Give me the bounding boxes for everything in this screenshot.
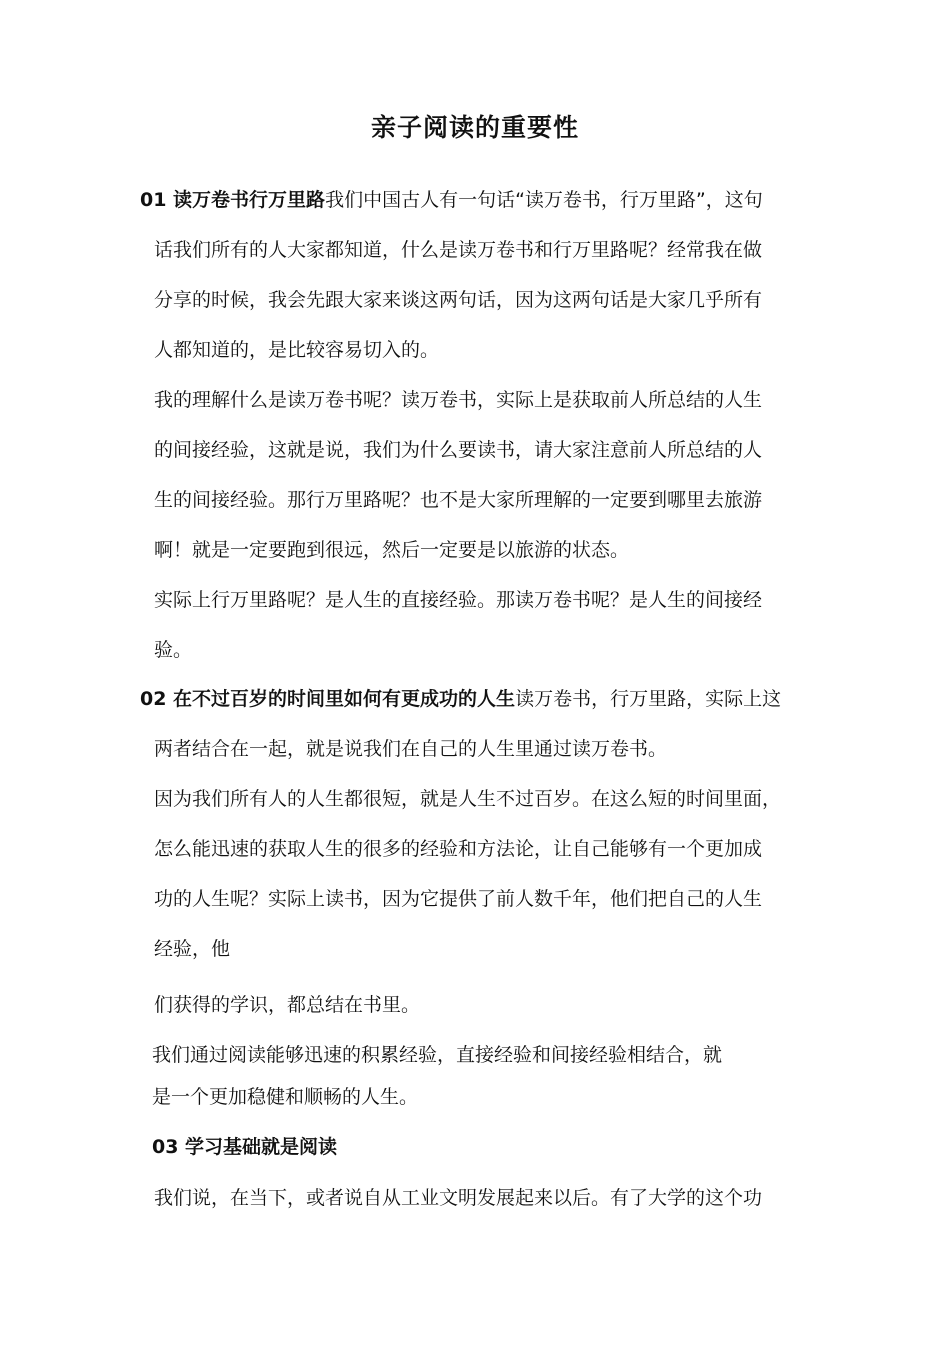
paragraph-line [140, 685, 781, 713]
paragraph-line: 我们通过阅读能够迅速的积累经验，直接经验和间接经验相结合，就 [152, 1044, 723, 1066]
section-heading: 03 学习基础就是阅读 [152, 1136, 338, 1158]
paragraph-line: 人都知道的，是比较容易切入的。 [154, 339, 440, 361]
paragraph-line: 怎么能迅速的获取人生的很多的经验和方法论，让自己能够有一个更加成 [154, 838, 763, 860]
paragraph-line: 两者结合在一起，就是说我们在自己的人生里通过读万卷书。 [154, 738, 668, 760]
paragraph-line: 我的理解什么是读万卷书呢？读万卷书，实际上是获取前人所总结的人生 [154, 389, 763, 411]
paragraph-line: 我们说，在当下，或者说自从工业文明发展起来以后。有了大学的这个功 [154, 1187, 763, 1209]
paragraph-line: 经验，他 [154, 938, 231, 960]
paragraph-line: 们获得的学识，都总结在书里。 [154, 994, 421, 1016]
paragraph-line: 啊！就是一定要跑到很远，然后一定要是以旅游的状态。 [154, 539, 630, 561]
paragraph-line: 分享的时候，我会先跟大家来谈这两句话，因为这两句话是大家几乎所有 [154, 289, 763, 311]
page-title: 亲子阅读的重要性 [370, 113, 579, 142]
paragraph-line: 生的间接经验。那行万里路呢？也不是大家所理解的一定要到哪里去旅游 [154, 489, 763, 511]
paragraph-line: 的间接经验，这就是说，我们为什么要读书，请大家注意前人所总结的人 [154, 439, 763, 461]
section-heading: 02 在不过百岁的时间里如何有更成功的人生 [140, 688, 516, 710]
paragraph-line: 话我们所有的人大家都知道，什么是读万卷书和行万里路呢？经常我在做 [154, 239, 763, 261]
paragraph-line: 验。 [154, 639, 193, 661]
paragraph-line: 功的人生呢？实际上读书，因为它提供了前人数千年，他们把自己的人生 [154, 888, 763, 910]
section-heading: 01 读万卷书行万里路 [140, 189, 326, 211]
body-text: 我们中国古人有一句话“读万卷书，行万里路”，这句 [325, 189, 763, 211]
paragraph-line [140, 186, 763, 214]
body-text: 读万卷书，行万里路，实际上这 [515, 688, 782, 710]
paragraph-line: 实际上行万里路呢？是人生的直接经验。那读万卷书呢？是人生的间接经 [154, 589, 763, 611]
paragraph-line: 是一个更加稳健和顺畅的人生。 [152, 1086, 419, 1108]
paragraph-line: 因为我们所有人的人生都很短，就是人生不过百岁。在这么短的时间里面， [154, 788, 782, 810]
